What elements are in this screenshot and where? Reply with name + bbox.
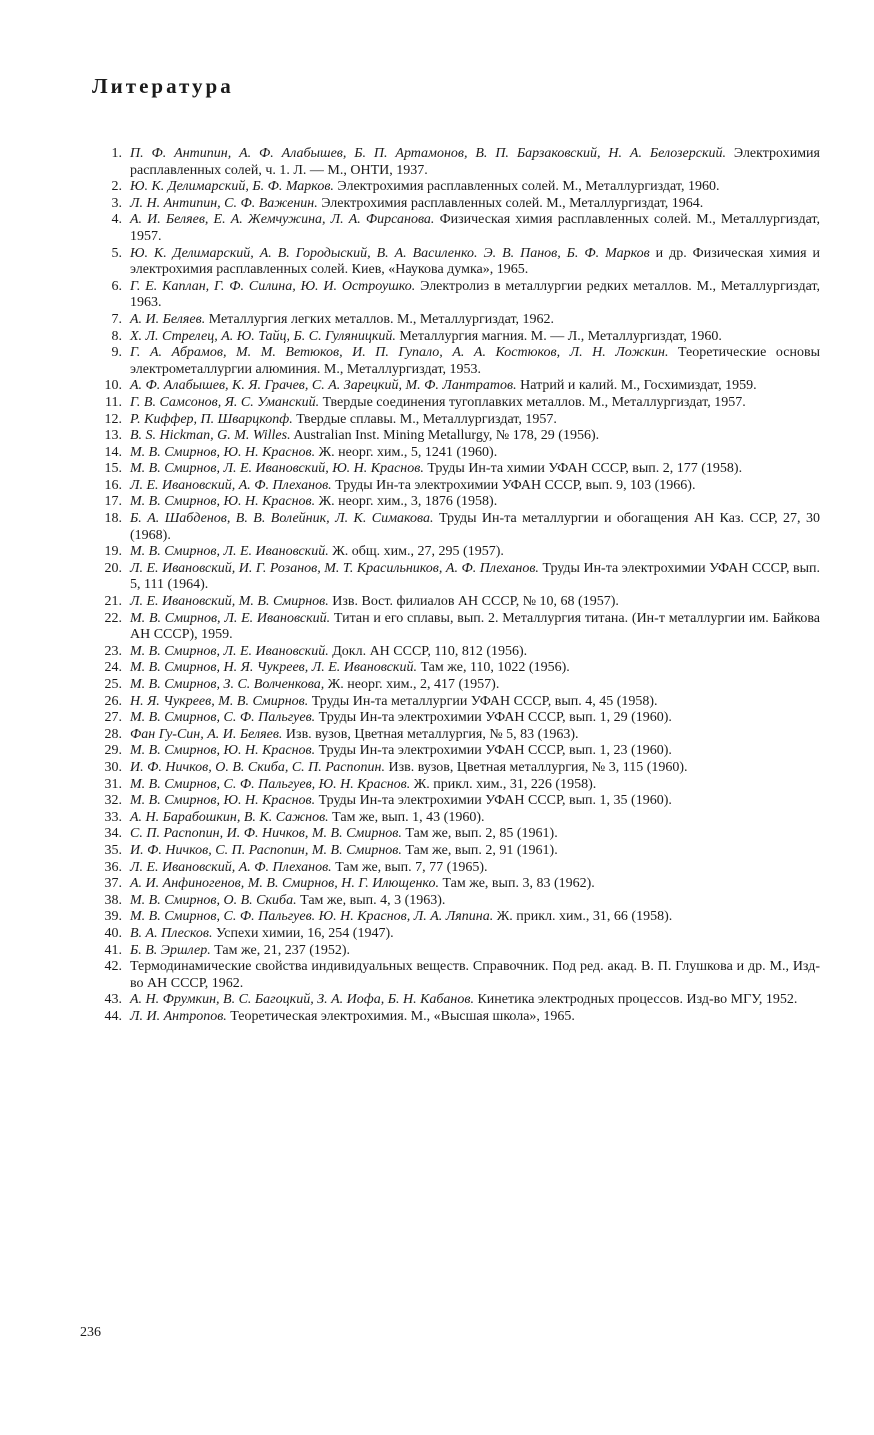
reference-number: 12. — [104, 411, 122, 427]
reference-number: 20. — [104, 560, 122, 576]
reference-text: Натрий и калий. М., Госхимиздат, 1959. — [520, 378, 757, 394]
reference-item — [86, 544, 820, 561]
reference-authors: Л. Е. Ивановский, М. В. Смирнов. — [130, 594, 329, 610]
reference-item — [86, 876, 820, 893]
reference-text: Твердые сплавы. М., Металлургиздат, 1957. — [296, 411, 557, 427]
reference-item — [86, 959, 820, 992]
reference-authors: А. И. Беляев. — [130, 311, 206, 327]
reference-item — [86, 992, 820, 1009]
reference-item — [86, 909, 820, 926]
reference-authors: М. В. Смирнов, Н. Я. Чукреев, Л. Е. Ивановский. — [130, 660, 417, 676]
reference-item — [86, 677, 820, 694]
reference-authors: М. В. Смирнов, С. Ф. Пальгуев. — [130, 710, 316, 726]
reference-number: 38. — [104, 892, 122, 908]
reference-item — [86, 810, 820, 827]
reference-authors: Г. А. Абрамов, М. М. Ветюков, И. П. Гупало, А. А. Костюков, Л. Н. Ложкин. — [130, 345, 669, 361]
reference-number: 5. — [111, 245, 122, 261]
reference-text: Изв. Вост. филиалов АН СССР, № 10, 68 (1957). — [332, 594, 619, 610]
reference-item — [86, 611, 820, 644]
reference-text: Электрохимия расплавленных солей. М., Металлургиздат, 1960. — [337, 179, 720, 195]
reference-number: 4. — [111, 212, 122, 228]
reference-item — [86, 461, 820, 478]
reference-number: 39. — [104, 909, 122, 925]
reference-authors: Р. Киффер, П. Шварцкопф. — [130, 411, 293, 427]
reference-text: Там же, вып. 7, 77 (1965). — [335, 859, 488, 875]
reference-number: 33. — [104, 809, 122, 825]
reference-number: 10. — [104, 378, 122, 394]
reference-text: Труды Ин-та металлургии УФАН СССР, вып. 4, 45 (1958). — [311, 693, 658, 709]
reference-text: Ж. неорг. хим., 3, 1876 (1958). — [318, 494, 498, 510]
reference-item — [86, 179, 820, 196]
reference-authors: П. Ф. Антипин, А. Ф. Алабышев, Б. П. Артамонов, В. П. Барзаковский, Н. А. Белозерский. — [130, 146, 726, 161]
reference-authors: И. Ф. Ничков, О. В. Скиба, С. П. Распопин. — [130, 759, 385, 775]
reference-item — [86, 860, 820, 877]
reference-authors: М. В. Смирнов, З. С. Волченкова, — [130, 677, 325, 692]
reference-text: Труды Ин-та металлургии и обогащения АН Каз. ССР, 27, 30 (1968). — [130, 511, 820, 543]
reference-number: 7. — [111, 311, 122, 327]
reference-number: 23. — [104, 643, 122, 659]
reference-number: 21. — [104, 594, 122, 610]
reference-item — [86, 279, 820, 312]
reference-text: Там же, 21, 237 (1952). — [214, 942, 351, 958]
reference-text: Там же, вып. 3, 83 (1962). — [442, 876, 595, 892]
reference-item — [86, 644, 820, 661]
reference-number: 30. — [104, 759, 122, 775]
reference-authors: М. В. Смирнов, Л. Е. Ивановский. — [130, 643, 329, 659]
reference-number: 11. — [105, 394, 122, 410]
reference-number: 27. — [104, 710, 122, 726]
reference-item — [86, 843, 820, 860]
reference-text: Твердые соединения тугоплавких металлов. М., Металлургиздат, 1957. — [322, 394, 746, 410]
reference-item — [86, 212, 820, 245]
reference-authors: А. И. Анфиногенов, М. В. Смирнов, Н. Г. Илющенко. — [130, 876, 439, 892]
reference-item — [86, 428, 820, 445]
reference-number: 3. — [111, 195, 122, 211]
reference-item — [86, 561, 820, 594]
reference-authors: Ю. К. Делимарский, А. В. Городыский, В. А. Василенко. Э. В. Панов, Б. Ф. Марков — [130, 245, 650, 261]
reference-number: 43. — [104, 992, 122, 1008]
reference-authors: B. S. Hickman, G. M. Willes. — [130, 428, 291, 444]
reference-authors: А. И. Беляев, Е. А. Жемчужина, Л. А. Фирсанова. — [130, 212, 435, 228]
reference-item — [86, 378, 820, 395]
reference-number: 34. — [104, 826, 122, 842]
reference-text: Теоретическая электрохимия. М., «Высшая школа», 1965. — [230, 1008, 575, 1024]
reference-authors: Х. Л. Стрелец, А. Ю. Тайц, Б. С. Гуляницкий. — [130, 328, 396, 344]
reference-item — [86, 710, 820, 727]
reference-number: 26. — [104, 693, 122, 709]
reference-text: Труды Ин-та химии УФАН СССР, вып. 2, 177 (1958). — [427, 461, 743, 477]
reference-number: 13. — [104, 428, 122, 444]
reference-item — [86, 146, 820, 179]
reference-number: 22. — [104, 610, 122, 626]
reference-item — [86, 1009, 820, 1026]
reference-authors: С. П. Распопин, И. Ф. Ничков, М. В. Смирнов. — [130, 826, 402, 842]
reference-item — [86, 329, 820, 346]
reference-text: Ж. прикл. хим., 31, 226 (1958). — [413, 776, 597, 792]
reference-text: Труды Ин-та электрохимии УФАН СССР, вып. 9, 103 (1966). — [335, 477, 696, 493]
reference-authors: Л. И. Антропов. — [130, 1008, 227, 1024]
reference-text: Металлургия легких металлов. М., Металлургиздат, 1962. — [208, 311, 555, 327]
reference-authors: М. В. Смирнов, Ю. Н. Краснов. — [130, 793, 316, 809]
reference-item — [86, 478, 820, 495]
reference-authors: А. Н. Барабошкин, В. К. Сажнов. — [130, 809, 329, 825]
reference-authors: Л. Н. Антипин, С. Ф. Важенин. — [130, 195, 318, 211]
reference-authors: А. Н. Фрумкин, В. С. Багоцкий, З. А. Иофа, Б. Н. Кабанов. — [130, 992, 474, 1008]
reference-number: 25. — [104, 677, 122, 692]
reference-authors: Б. В. Эршлер. — [130, 942, 211, 958]
reference-text: Изв. вузов, Цветная металлургия, № 5, 83 (1963). — [285, 726, 579, 742]
reference-text: Ж. прикл. хим., 31, 66 (1958). — [496, 909, 673, 925]
reference-text: Труды Ин-та электрохимии УФАН СССР, вып. 1, 35 (1960). — [318, 793, 672, 809]
reference-text: Там же, вып. 2, 85 (1961). — [405, 826, 558, 842]
reference-text: Australian Inst. Mining Metallurgy, № 178, 29 (1956). — [293, 428, 600, 444]
reference-authors: В. А. Плесков. — [130, 925, 213, 941]
reference-text: Кинетика электродных процессов. Изд-во МГУ, 1952. — [477, 992, 798, 1008]
reference-authors: М. В. Смирнов, Л. Е. Ивановский. — [130, 544, 329, 560]
reference-text: Электролиз в металлургии редких металлов. М., Металлургиздат, 1963. — [130, 278, 820, 311]
reference-item — [86, 445, 820, 462]
reference-number: 40. — [104, 925, 122, 941]
reference-number: 15. — [104, 461, 122, 477]
page-number: 236 — [80, 1325, 101, 1340]
reference-item — [86, 660, 820, 677]
reference-text: Электрохимия расплавленных солей. М., Металлургиздат, 1964. — [321, 195, 704, 211]
reference-item — [86, 196, 820, 213]
reference-item — [86, 777, 820, 794]
reference-item — [86, 312, 820, 329]
reference-number: 6. — [111, 278, 122, 294]
reference-item — [86, 727, 820, 744]
reference-number: 32. — [104, 793, 122, 809]
reference-item — [86, 395, 820, 412]
reference-number: 28. — [104, 726, 122, 742]
reference-text: Труды Ин-та электрохимии УФАН СССР, вып. 1, 29 (1960). — [318, 710, 672, 726]
reference-text: Там же, вып. 4, 3 (1963). — [300, 892, 446, 908]
reference-authors: Фан Гу-Син, А. И. Беляев. — [130, 726, 283, 742]
reference-authors: Л. Е. Ивановский, А. Ф. Плеханов. — [130, 859, 332, 875]
reference-authors: М. В. Смирнов, Л. Е. Ивановский, Ю. Н. Краснов. — [130, 461, 424, 477]
reference-authors: Ю. К. Делимарский, Б. Ф. Марков. — [130, 179, 334, 195]
reference-item — [86, 943, 820, 960]
reference-text: Изв. вузов, Цветная металлургия, № 3, 115 (1960). — [388, 759, 688, 775]
reference-text: Докл. АН СССР, 110, 812 (1956). — [332, 643, 528, 659]
reference-number: 8. — [111, 328, 122, 344]
reference-text: Труды Ин-та электрохимии УФАН СССР, вып. 5, 111 (1964). — [130, 560, 821, 593]
reference-item — [86, 345, 820, 378]
reference-number: 17. — [104, 494, 122, 510]
reference-item — [86, 412, 820, 429]
reference-text: Металлургия магния. М. — Л., Металлургиздат, 1960. — [399, 328, 722, 344]
reference-number: 14. — [104, 444, 122, 460]
reference-authors: Л. Е. Ивановский, А. Ф. Плеханов. — [130, 477, 332, 493]
reference-authors: Н. Я. Чукреев, М. В. Смирнов. — [130, 693, 309, 709]
reference-item — [86, 494, 820, 511]
reference-text: Электрохимия расплавленных солей, ч. 1. Л. — М., ОНТИ, 1937. — [130, 146, 820, 178]
reference-text: Труды Ин-та электрохимии УФАН СССР, вып. 1, 23 (1960). — [318, 743, 672, 759]
reference-text: Там же, вып. 1, 43 (1960). — [332, 809, 485, 825]
reference-number: 42. — [104, 959, 122, 975]
page-title: Литература — [92, 74, 234, 98]
reference-text: Там же, вып. 2, 91 (1961). — [405, 842, 558, 858]
reference-authors: И. Ф. Ничков, С. П. Распопин, М. В. Смирнов. — [130, 842, 402, 858]
reference-text: Ж. неорг. хим., 2, 417 (1957). — [327, 677, 500, 692]
reference-authors: Г. Е. Каплан, Г. Ф. Силина, Ю. И. Остроушко. — [130, 278, 416, 294]
reference-number: 9. — [111, 345, 122, 361]
reference-number: 18. — [104, 511, 122, 527]
reference-list — [86, 146, 820, 1025]
reference-authors: М. В. Смирнов, Ю. Н. Краснов. — [130, 444, 316, 460]
reference-text: Успехи химии, 16, 254 (1947). — [216, 925, 394, 941]
reference-authors: М. В. Смирнов, С. Ф. Пальгуев, Ю. Н. Краснов. — [130, 776, 411, 792]
reference-number: 1. — [111, 146, 122, 161]
reference-text: Термодинамические свойства индивидуальных веществ. Справочник. Под ред. акад. В. П. Глушкова и др. М., Изд-во АН СССР, 1962. — [130, 959, 820, 991]
reference-text: Ж. общ. хим., 27, 295 (1957). — [332, 544, 504, 560]
reference-authors: А. Ф. Алабышев, К. Я. Грачев, С. А. Зарецкий, М. Ф. Лантратов. — [130, 378, 517, 394]
reference-item — [86, 594, 820, 611]
reference-item — [86, 246, 820, 279]
reference-item — [86, 926, 820, 943]
reference-number: 36. — [104, 859, 122, 875]
reference-text: Ж. неорг. хим., 5, 1241 (1960). — [318, 444, 498, 460]
reference-authors: М. В. Смирнов, С. Ф. Пальгуев. Ю. Н. Краснов, Л. А. Ляпина. — [130, 909, 494, 925]
reference-authors: Б. А. Шабденов, В. В. Волейник, Л. К. Симакова. — [130, 511, 434, 527]
reference-authors: М. В. Смирнов, Л. Е. Ивановский. — [130, 610, 331, 626]
reference-item — [86, 743, 820, 760]
reference-number: 35. — [104, 842, 122, 858]
reference-text: Физическая химия расплавленных солей. М., Металлургиздат, 1957. — [130, 212, 821, 244]
reference-number: 2. — [111, 179, 122, 195]
reference-authors: М. В. Смирнов, Ю. Н. Краснов. — [130, 494, 316, 510]
reference-item — [86, 511, 820, 544]
reference-number: 37. — [104, 876, 122, 892]
reference-number: 29. — [104, 743, 122, 759]
reference-text: Теоретические основы электрометаллургии алюминия. М., Металлургиздат, 1953. — [130, 345, 820, 377]
reference-text: Титан и его сплавы, вып. 2. Металлургия титана. (Ин-т металлургии им. Байкова АН СССР), 1959. — [130, 610, 821, 643]
reference-item — [86, 793, 820, 810]
reference-item — [86, 826, 820, 843]
reference-item — [86, 893, 820, 910]
reference-item — [86, 694, 820, 711]
reference-authors: Л. Е. Ивановский, И. Г. Розанов, М. Т. Красильников, А. Ф. Плеханов. — [130, 560, 539, 576]
reference-authors: Г. В. Самсонов, Я. С. Уманский. — [130, 394, 320, 410]
reference-number: 41. — [104, 942, 122, 958]
reference-text: Там же, 110, 1022 (1956). — [420, 660, 570, 676]
reference-number: 24. — [104, 660, 122, 676]
reference-text: и др. Физическая химия и электрохимия расплавленных солей. Киев, «Наукова думка», 1965. — [130, 245, 821, 278]
reference-item — [86, 760, 820, 777]
reference-authors: М. В. Смирнов, Ю. Н. Краснов. — [130, 743, 316, 759]
reference-number: 19. — [104, 544, 122, 560]
reference-number: 16. — [104, 477, 122, 493]
reference-authors: М. В. Смирнов, О. В. Скиба. — [130, 892, 297, 908]
reference-number: 44. — [104, 1008, 122, 1024]
reference-number: 31. — [104, 776, 122, 792]
